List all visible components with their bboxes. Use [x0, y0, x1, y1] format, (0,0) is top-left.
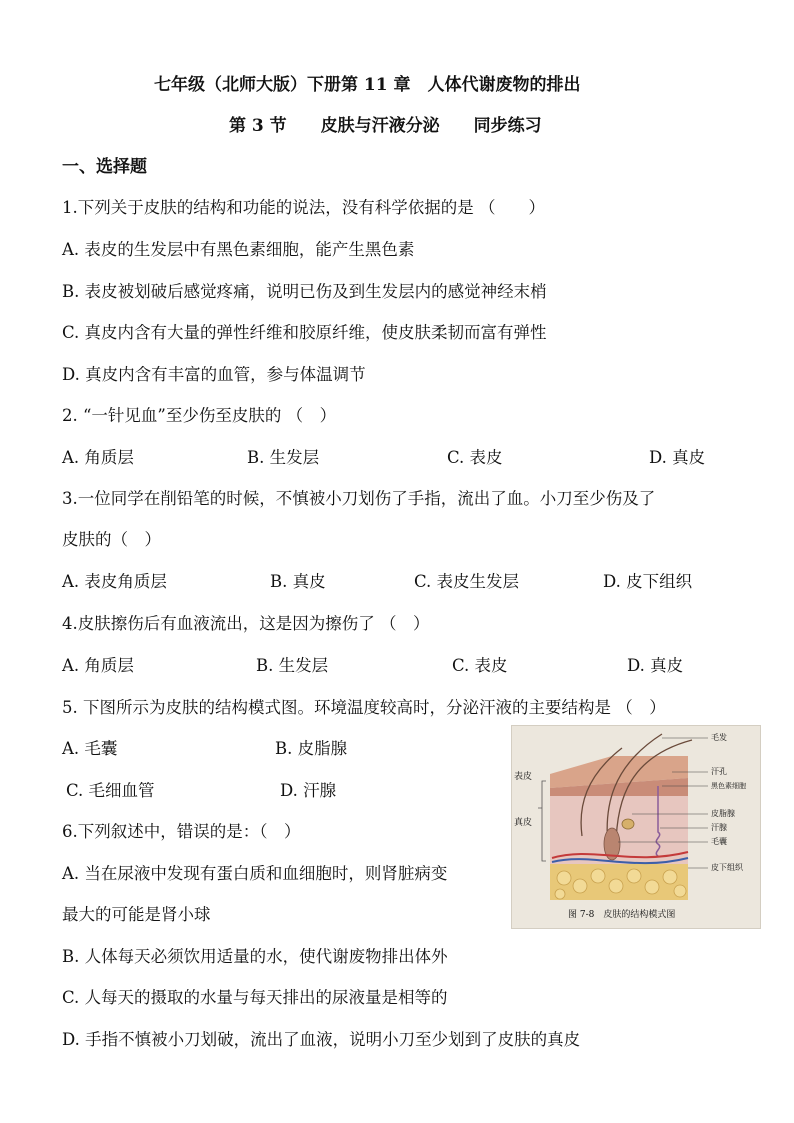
label-hair-follicle: 毛囊: [711, 837, 727, 846]
question-3-stem-continued: 皮肤的（ ）: [62, 530, 161, 549]
page-subtitle: 第 3 节 皮肤与汗液分泌 同步练习: [229, 116, 542, 136]
question-1-option-a: A. 表皮的生发层中有黑色素细胞，能产生黑色素: [62, 240, 415, 259]
question-5-stem: 5. 下图所示为皮肤的结构模式图。环境温度较高时，分泌汗液的主要结构是 （ ）: [62, 698, 666, 717]
question-2-option-d: D. 真皮: [649, 448, 706, 467]
label-hair: 毛发: [711, 733, 727, 742]
figure-caption: 图 7-8 皮肤的结构模式图: [568, 910, 676, 920]
question-5-option-b: B. 皮脂腺: [275, 739, 348, 758]
question-6-option-d: D. 手指不慎被小刀划破，流出了血液，说明小刀至少划到了皮肤的真皮: [62, 1030, 581, 1049]
label-sweat-gland: 汗腺: [711, 823, 727, 832]
question-5-option-c: C. 毛细血管: [66, 781, 155, 800]
question-2-option-c: C. 表皮: [447, 448, 503, 467]
question-3-option-b: B. 真皮: [270, 572, 326, 591]
label-sweat-pore: 汗孔: [711, 767, 727, 776]
question-2-stem: 2. “一针见血”至少伤至皮肤的 （ ）: [62, 406, 337, 425]
question-3-stem: 3.一位同学在削铅笔的时候，不慎被小刀划伤了手指，流出了血。小刀至少伤及了: [62, 489, 656, 508]
question-6-option-c: C. 人每天的摄取的水量与每天排出的尿液量是相等的: [62, 988, 448, 1007]
question-6-stem: 6.下列叙述中，错误的是：（ ）: [62, 822, 301, 841]
question-6-option-b: B. 人体每天必须饮用适量的水，使代谢废物排出体外: [62, 947, 448, 966]
label-subcutaneous-tissue: 皮下组织: [711, 863, 743, 872]
question-5-option-d: D. 汗腺: [280, 781, 337, 800]
question-3-option-d: D. 皮下组织: [603, 572, 693, 591]
question-2-option-b: B. 生发层: [247, 448, 320, 467]
question-1-option-b: B. 表皮被划破后感觉疼痛，说明已伤及到生发层内的感觉神经末梢: [62, 282, 547, 301]
question-3-option-a: A. 表皮角质层: [62, 572, 167, 591]
page-title: 七年级（北师大版）下册第 11 章 人体代谢废物的排出: [154, 75, 581, 95]
question-1-option-d: D. 真皮内含有丰富的血管，参与体温调节: [62, 365, 366, 384]
question-6-option-a: A. 当在尿液中发现有蛋白质和血细胞时，则肾脏病变: [62, 864, 448, 883]
sebaceous-gland: [622, 819, 634, 829]
question-4-stem: 4.皮肤擦伤后有血液流出，这是因为擦伤了 （ ）: [62, 614, 430, 633]
label-melanocyte: 黑色素细胞: [711, 782, 746, 790]
question-4-option-a: A. 角质层: [62, 656, 134, 675]
label-epidermis: 表皮: [514, 772, 533, 782]
question-4-option-b: B. 生发层: [256, 656, 329, 675]
question-1-option-c: C. 真皮内含有大量的弹性纤维和胶原纤维，使皮肤柔韧而富有弹性: [62, 323, 547, 342]
left-brace: [538, 781, 546, 861]
question-3-option-c: C. 表皮生发层: [414, 572, 520, 591]
label-dermis: 真皮: [514, 818, 533, 828]
question-1-stem: 1.下列关于皮肤的结构和功能的说法，没有科学依据的是 （ ）: [62, 198, 545, 217]
label-sebaceous-gland: 皮脂腺: [711, 809, 735, 818]
question-4-option-c: C. 表皮: [452, 656, 508, 675]
question-2-option-a: A. 角质层: [62, 448, 134, 467]
question-6-option-a-continued: 最大的可能是肾小球: [62, 905, 211, 924]
question-5-option-a: A. 毛囊: [62, 739, 118, 758]
question-4-option-d: D. 真皮: [627, 656, 684, 675]
skin-structure-figure: [511, 725, 761, 929]
section-heading: 一、选择题: [62, 157, 147, 177]
